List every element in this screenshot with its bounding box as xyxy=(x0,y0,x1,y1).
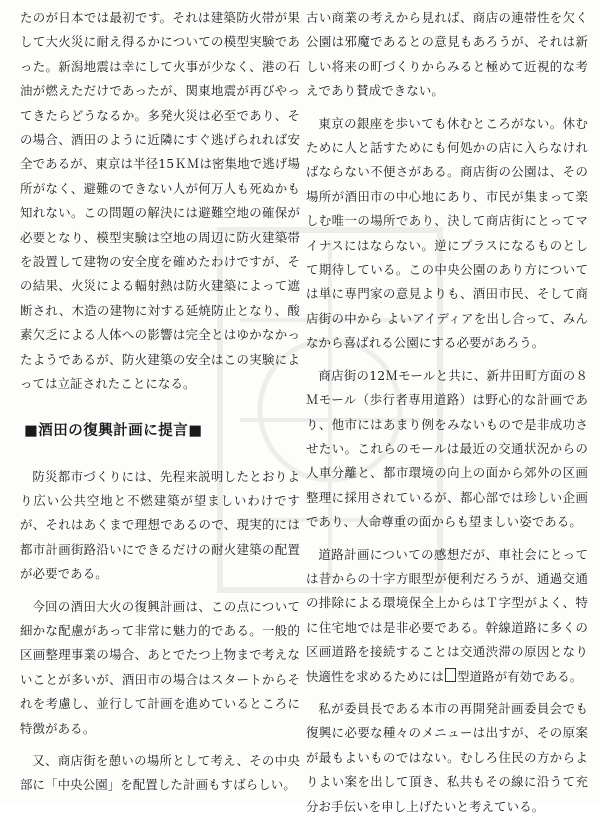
section-heading: ■酒田の復興計画に提言■ xyxy=(24,422,203,439)
paragraph: 商店街の12Ｍモールと共に、新井田町方面の８Ｍモール（歩行者専用道路）は野心的な計画であり、他市にはあまり例をみないもので是非成功させたい。これらのモールは最近の交通状況からの人車分離と、都市環境の向上の面から郊外の区画整理に採用されているが、都心部では珍しい企画であり、人命尊重の面からも望ましい姿である。 xyxy=(306,367,588,530)
left-column xyxy=(20,6,300,798)
paragraph: 防災都市づくりには、先程来説明したとおりより広い公共空地と不燃建築が望ましいわけですが、それはあくまで理想であるので、現実的には都市計画街路沿いにできるだけの耐火建築の配置が必要である。 xyxy=(20,468,300,582)
right-column xyxy=(306,6,588,819)
blank-box-glyph xyxy=(445,668,456,682)
paragraph: たのが日本では最初です。それは建築防火帯が果して大火災に耐え得るかについての模型実験であった。新潟地震は幸にして火事が少なく、港の石油が燃えただけであったが、関東地震が再びやってきたらどうなるか。多発火災は必至であり、その場合、酒田のように近隣にすぐ逃げられれば安全であるが、東京は半径15ＫＭは密集地で逃げ場所がなく、避難のできない人が何万人も死ぬかも知れない。この問題の解決には避難空地の確保が必要となり、模型実験は空地の周辺に防火建築帯を設置して建物の安全度を確めたわけですが、その結果、火災による輻射熱は防火建築によって遮断され、木造の建物に対する延焼防止となり、酸素欠乏による人体への影響は完全とはゆかなかったようであるが、防火建築の安全はこの実験によっては立証されたことになる。 xyxy=(20,10,300,392)
paragraph: 私が委員長である本市の再開発計画委員会でも復興に必要な種々のメニューは出すが、その原案が最もよいものではない。むしろ住民の方からよりよい案を出して頂き、私共もその線に沿うて充分お手伝いを申し上げたいと考えている。 xyxy=(306,700,588,814)
paragraph-text-after-box: 型道路が有効である。 xyxy=(456,668,583,684)
paragraph: 又、商店街を憩いの場所として考え、その中央部に「中央公園」を配置した計画もすばらしい。 xyxy=(20,752,300,793)
paragraph: 古い商業の考えから見れば、商店の連帯性を欠く公園は邪魔であるとの意見もあろうが、それは新しい将来の町づくりからみると極めて近視的な考えであり賛成できない。 xyxy=(306,10,588,99)
paragraph-text-before-box: 道路計画についての感想だが、車社会にとっては昔からの十字方眼型が便利だろうが、通過交通の排除による環境保全上からはＴ字型がよく、特に住宅地では是非必要である。幹線道路に多くの区画道路を接続することは交通渋滞の原因となり快適性を求めるためには xyxy=(306,546,588,684)
paragraph: 今回の酒田大火の復興計画は、この点について細かな配慮があって非常に魅力的である。一般的区画整理事業の場合、あとでたつ上物まで考えないことが多いが、酒田市の場合はスタートからそれを考慮し、並行して計画を進めているところに特徴がある。 xyxy=(20,598,300,736)
paragraph xyxy=(306,543,588,689)
paragraph: 東京の銀座を歩いても休むところがない。休むために人と話すためにも何処かの店に入らなければならない不便さがある。商店街の公園は、その場所が酒田市の中心地にあり、市民が集まって楽しむ唯一の場所であり、決して商店街にとってマイナスにはならない。逆にプラスになるものとして期待している。この中央公園のあり方については単に専門家の意見よりも、酒田市民、そして商店街の中から よいアイディアを出し合って、みんなから喜ばれる公園にする必要があろう。 xyxy=(306,115,588,351)
section-heading-wrapper xyxy=(20,419,300,443)
